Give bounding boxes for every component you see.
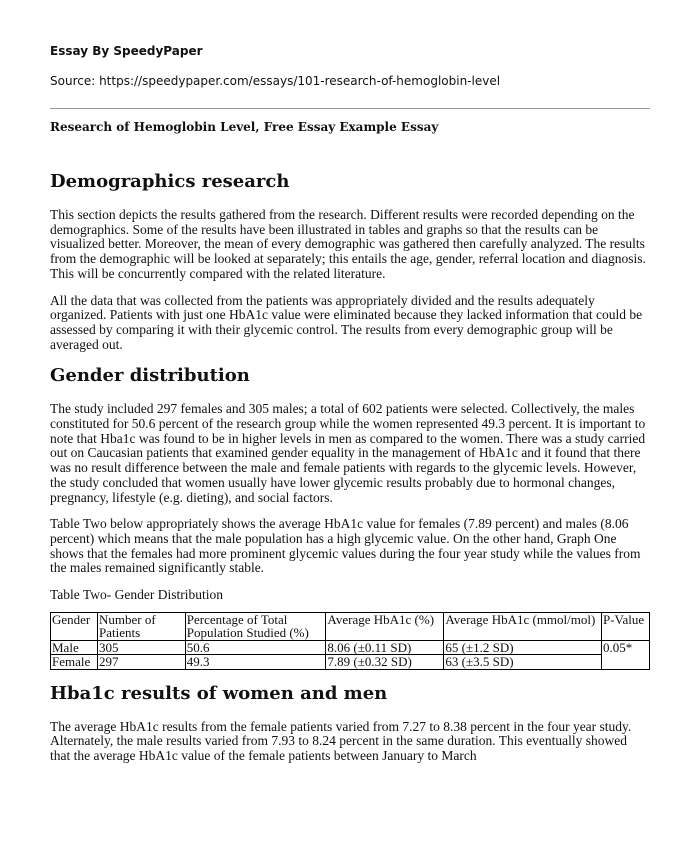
table-cell: 65 (±1.2 SD) (444, 640, 602, 655)
header-cell-avg-percent: Average HbA1c (%) (326, 612, 444, 640)
essay-body (50, 170, 650, 776)
header-cell-gender: Gender (51, 612, 98, 640)
source-line: Source: https://speedypaper.com/essays/101-research-of-hemoglobin-level (50, 74, 501, 88)
table-row (51, 655, 650, 670)
table-header-row (51, 612, 650, 640)
brand-line: Essay By SpeedyPaper (50, 44, 203, 58)
table-cell: 8.06 (±0.11 SD) (326, 640, 444, 655)
table-cell: 297 (97, 655, 185, 670)
section-heading-gender: Gender distribution (50, 365, 250, 387)
table-cell: 49.3 (185, 655, 326, 670)
header-cell-avg-mmol: Average HbA1c (mmol/mol) (444, 612, 602, 640)
header-cell-patients: Number of Patients (97, 612, 185, 640)
section-heading-demographics: Demographics research (50, 171, 290, 192)
table-cell: 50.6 (185, 640, 326, 655)
paragraph-hba1c-1: The average HbA1c results from the female patients varied from 7.27 to 8.38 percent in the four year study. Alternately, the male results varied from 7.93 to 8.24 percent in the same duration. This eventually showed that the average HbA1c value of the female patients between January to March (50, 718, 632, 764)
gender-distribution-table (50, 612, 650, 670)
table-cell: Male (51, 640, 98, 655)
table-row (51, 640, 650, 655)
table-cell: 63 (±3.5 SD) (444, 655, 602, 670)
table-cell: 305 (97, 640, 185, 655)
table-cell-p-value: 0.05* (601, 640, 649, 669)
paragraph-demographics-2: All the data that was collected from the patients was appropriately divided and the results adequately organized. Patients with just one HbA1c value were eliminated because they lacked information that could be assessed by comparing it with their glycemic control. The results from every demographic group will be averaged out. (50, 292, 643, 352)
header-divider (50, 108, 650, 109)
paragraph-gender-1: The study included 297 females and 305 males; a total of 602 patients were selected. Collectively, the males constituted for 50.6 percent of the research group while the women represented 49.3 percent. It is important to note that Hba1c was found to be in higher levels in men as compared to the women. There was a study carried out on Caucasian patients that examined gender equality in the management of HbA1c and it found that there was no result difference between the male and female patients with regards to the glycemic levels. However, the study concluded that women usually have lower glycemic results probably due to hormonal changes, pregnancy, lifestyle (e.g. dieting), and social factors. (50, 401, 646, 505)
document-title: Research of Hemoglobin Level, Free Essay Example Essay (50, 120, 439, 134)
paragraph-demographics-1: This section depicts the results gathered from the research. Different results were recorded depending on the demographics. Some of the results have been illustrated in tables and graphs so that the results can be visualized better. Moreover, the mean of every demographic was gathered then carefully analyzed. The results from the demographic will be looked at separately; this entails the age, gender, referral location and diagnosis. This will be concurrently compared with the related literature. (50, 207, 646, 281)
table-cell: 7.89 (±0.32 SD) (326, 655, 444, 670)
header-cell-p-value: P-Value (601, 612, 649, 640)
table-cell: Female (51, 655, 98, 670)
table-caption: Table Two- Gender Distribution (50, 587, 223, 603)
section-heading-hba1c: Hba1c results of women and men (50, 682, 388, 704)
paragraph-gender-2: Table Two below appropriately shows the average HbA1c value for females (7.89 percent) and males (8.06 percent) which means that the male population has a high glycemic value. On the other hand, Graph One shows that the females had more prominent glycemic values during the four year study while the values from the males remained significantly stable. (50, 516, 641, 576)
header-cell-percentage: Percentage of Total Population Studied (%) (185, 612, 326, 640)
